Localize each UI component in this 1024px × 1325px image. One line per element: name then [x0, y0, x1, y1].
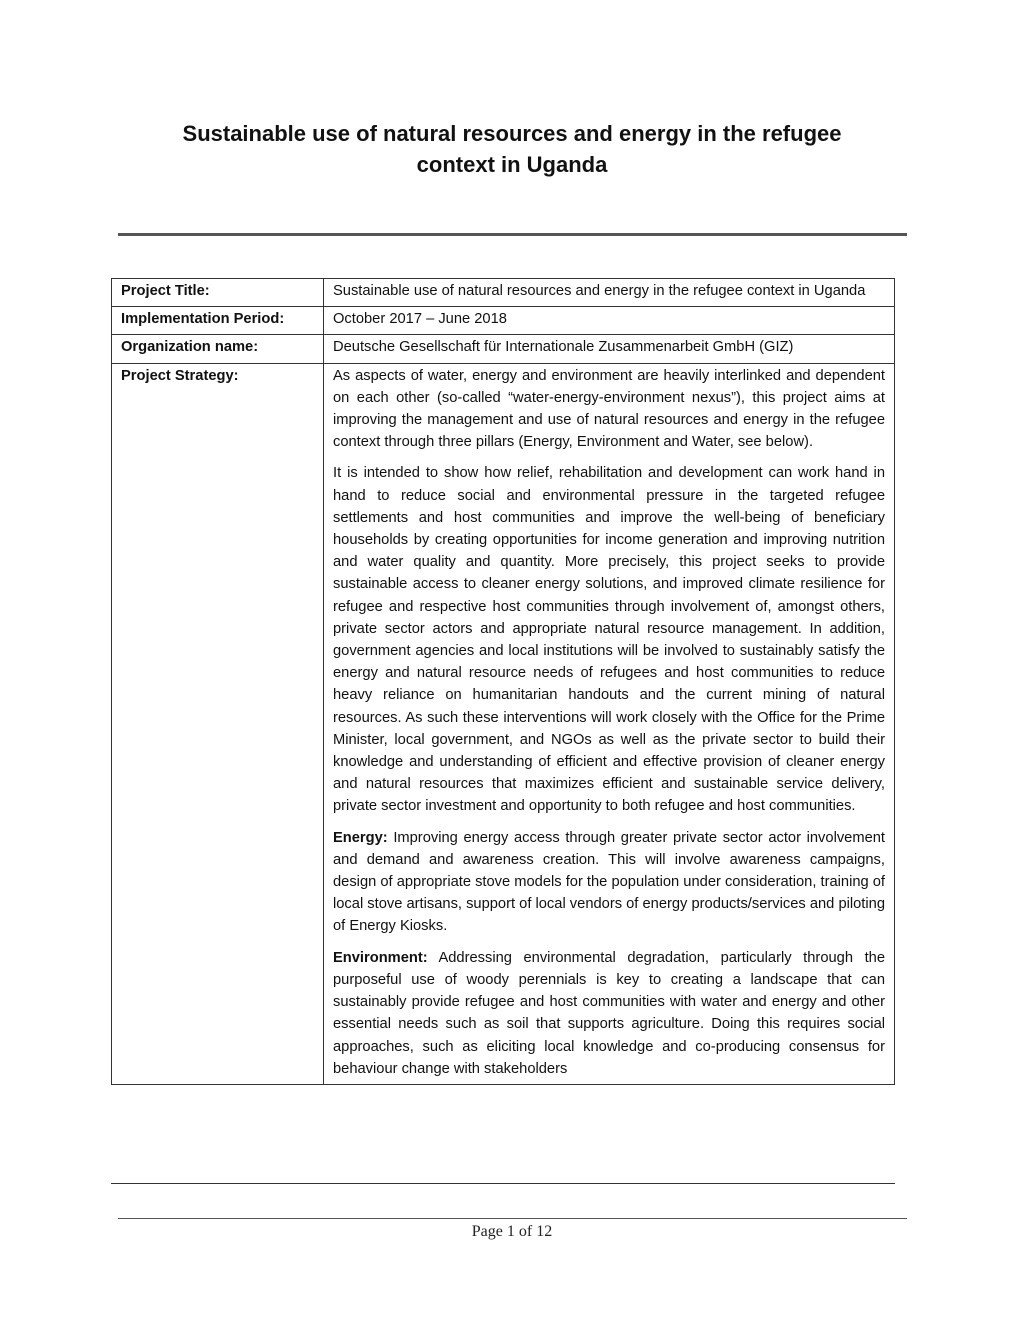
strategy-paragraph-nexus: As aspects of water, energy and environment are heavily interlinked and dependent on each other (so-called “water-energy-environment nexus”), this project aims at improving the management and use of natural resources and energy in the refugee context through three pillars (Energy, Environment and Water, see below).	[333, 367, 885, 451]
row-value-project-title: Sustainable use of natural resources and energy in the refugee context in Uganda	[324, 279, 895, 307]
strategy-paragraph-environment	[333, 947, 885, 1080]
footer-divider	[118, 1218, 907, 1219]
table-row-implementation-period	[112, 307, 895, 335]
environment-pillar-label: Environment:	[333, 949, 428, 966]
row-value-project-strategy	[324, 363, 895, 1084]
table-page-break-edge	[111, 1183, 895, 1184]
row-label-organization-name: Organization name:	[112, 335, 324, 363]
table-row-organization-name	[112, 335, 895, 363]
page-number: Page 1 of 12	[471, 1223, 553, 1240]
row-label-project-strategy: Project Strategy:	[112, 363, 324, 1084]
row-label-implementation-period: Implementation Period:	[112, 307, 324, 335]
table-row-project-title	[112, 279, 895, 307]
row-label-project-title: Project Title:	[112, 279, 324, 307]
environment-pillar-text: Addressing environmental degradation, particularly through the purposeful use of woody perennials is key to creating a landscape that can sustainably provide refugee and host communities with water and energy and other essential needs such as soil that supports agriculture. Doing this requires social approaches, such as eliciting local knowledge and co-producing consensus for behaviour change with stakeholders	[333, 949, 885, 1077]
strategy-paragraph-intent: It is intended to show how relief, rehabilitation and development can work hand in hand to reduce social and environmental pressure in the targeted refugee settlements and host communities and improve the well-being of beneficiary households by creating opportunities for income generation and improving nutrition and water quality and quantity. More precisely, this project seeks to provide sustainable access to cleaner energy solutions, and improved climate resilience for refugee and respective host communities through involvement of, amongst others, private sector actors and appropriate natural resource management. In addition, government agencies and local institutions will be involved to sustainably satisfy the energy and natural resource needs of refugees and host communities to reduce heavy reliance on humanitarian handouts and the current mining of natural resources. As such these interventions will work closely with the Office for the Prime Minister, local government, and NGOs as well as the private sector to build their knowledge and understanding of efficient and effective provision of cleaner energy and natural resources that maximizes efficient and sustainable service delivery, private sector investment and opportunity to both refugee and host communities.	[333, 465, 885, 815]
table-row-project-strategy	[112, 363, 895, 1084]
project-info-table	[111, 278, 895, 1085]
document-title-line-2: context in Uganda	[416, 152, 608, 177]
energy-pillar-text: Improving energy access through greater private sector actor involvement and demand and awareness creation. This will involve awareness campaigns, design of appropriate stove models for the population under consideration, training of local stove artisans, support of local vendors of energy products/services and piloting of Energy Kiosks.	[333, 829, 885, 935]
document-title-line-1: Sustainable use of natural resources and energy in the refugee	[182, 121, 842, 146]
row-value-implementation-period: October 2017 – June 2018	[324, 307, 895, 335]
strategy-paragraph-energy	[333, 827, 885, 938]
energy-pillar-label: Energy:	[333, 829, 388, 846]
row-value-organization-name: Deutsche Gesellschaft für Internationale Zusammenarbeit GmbH (GIZ)	[324, 335, 895, 363]
